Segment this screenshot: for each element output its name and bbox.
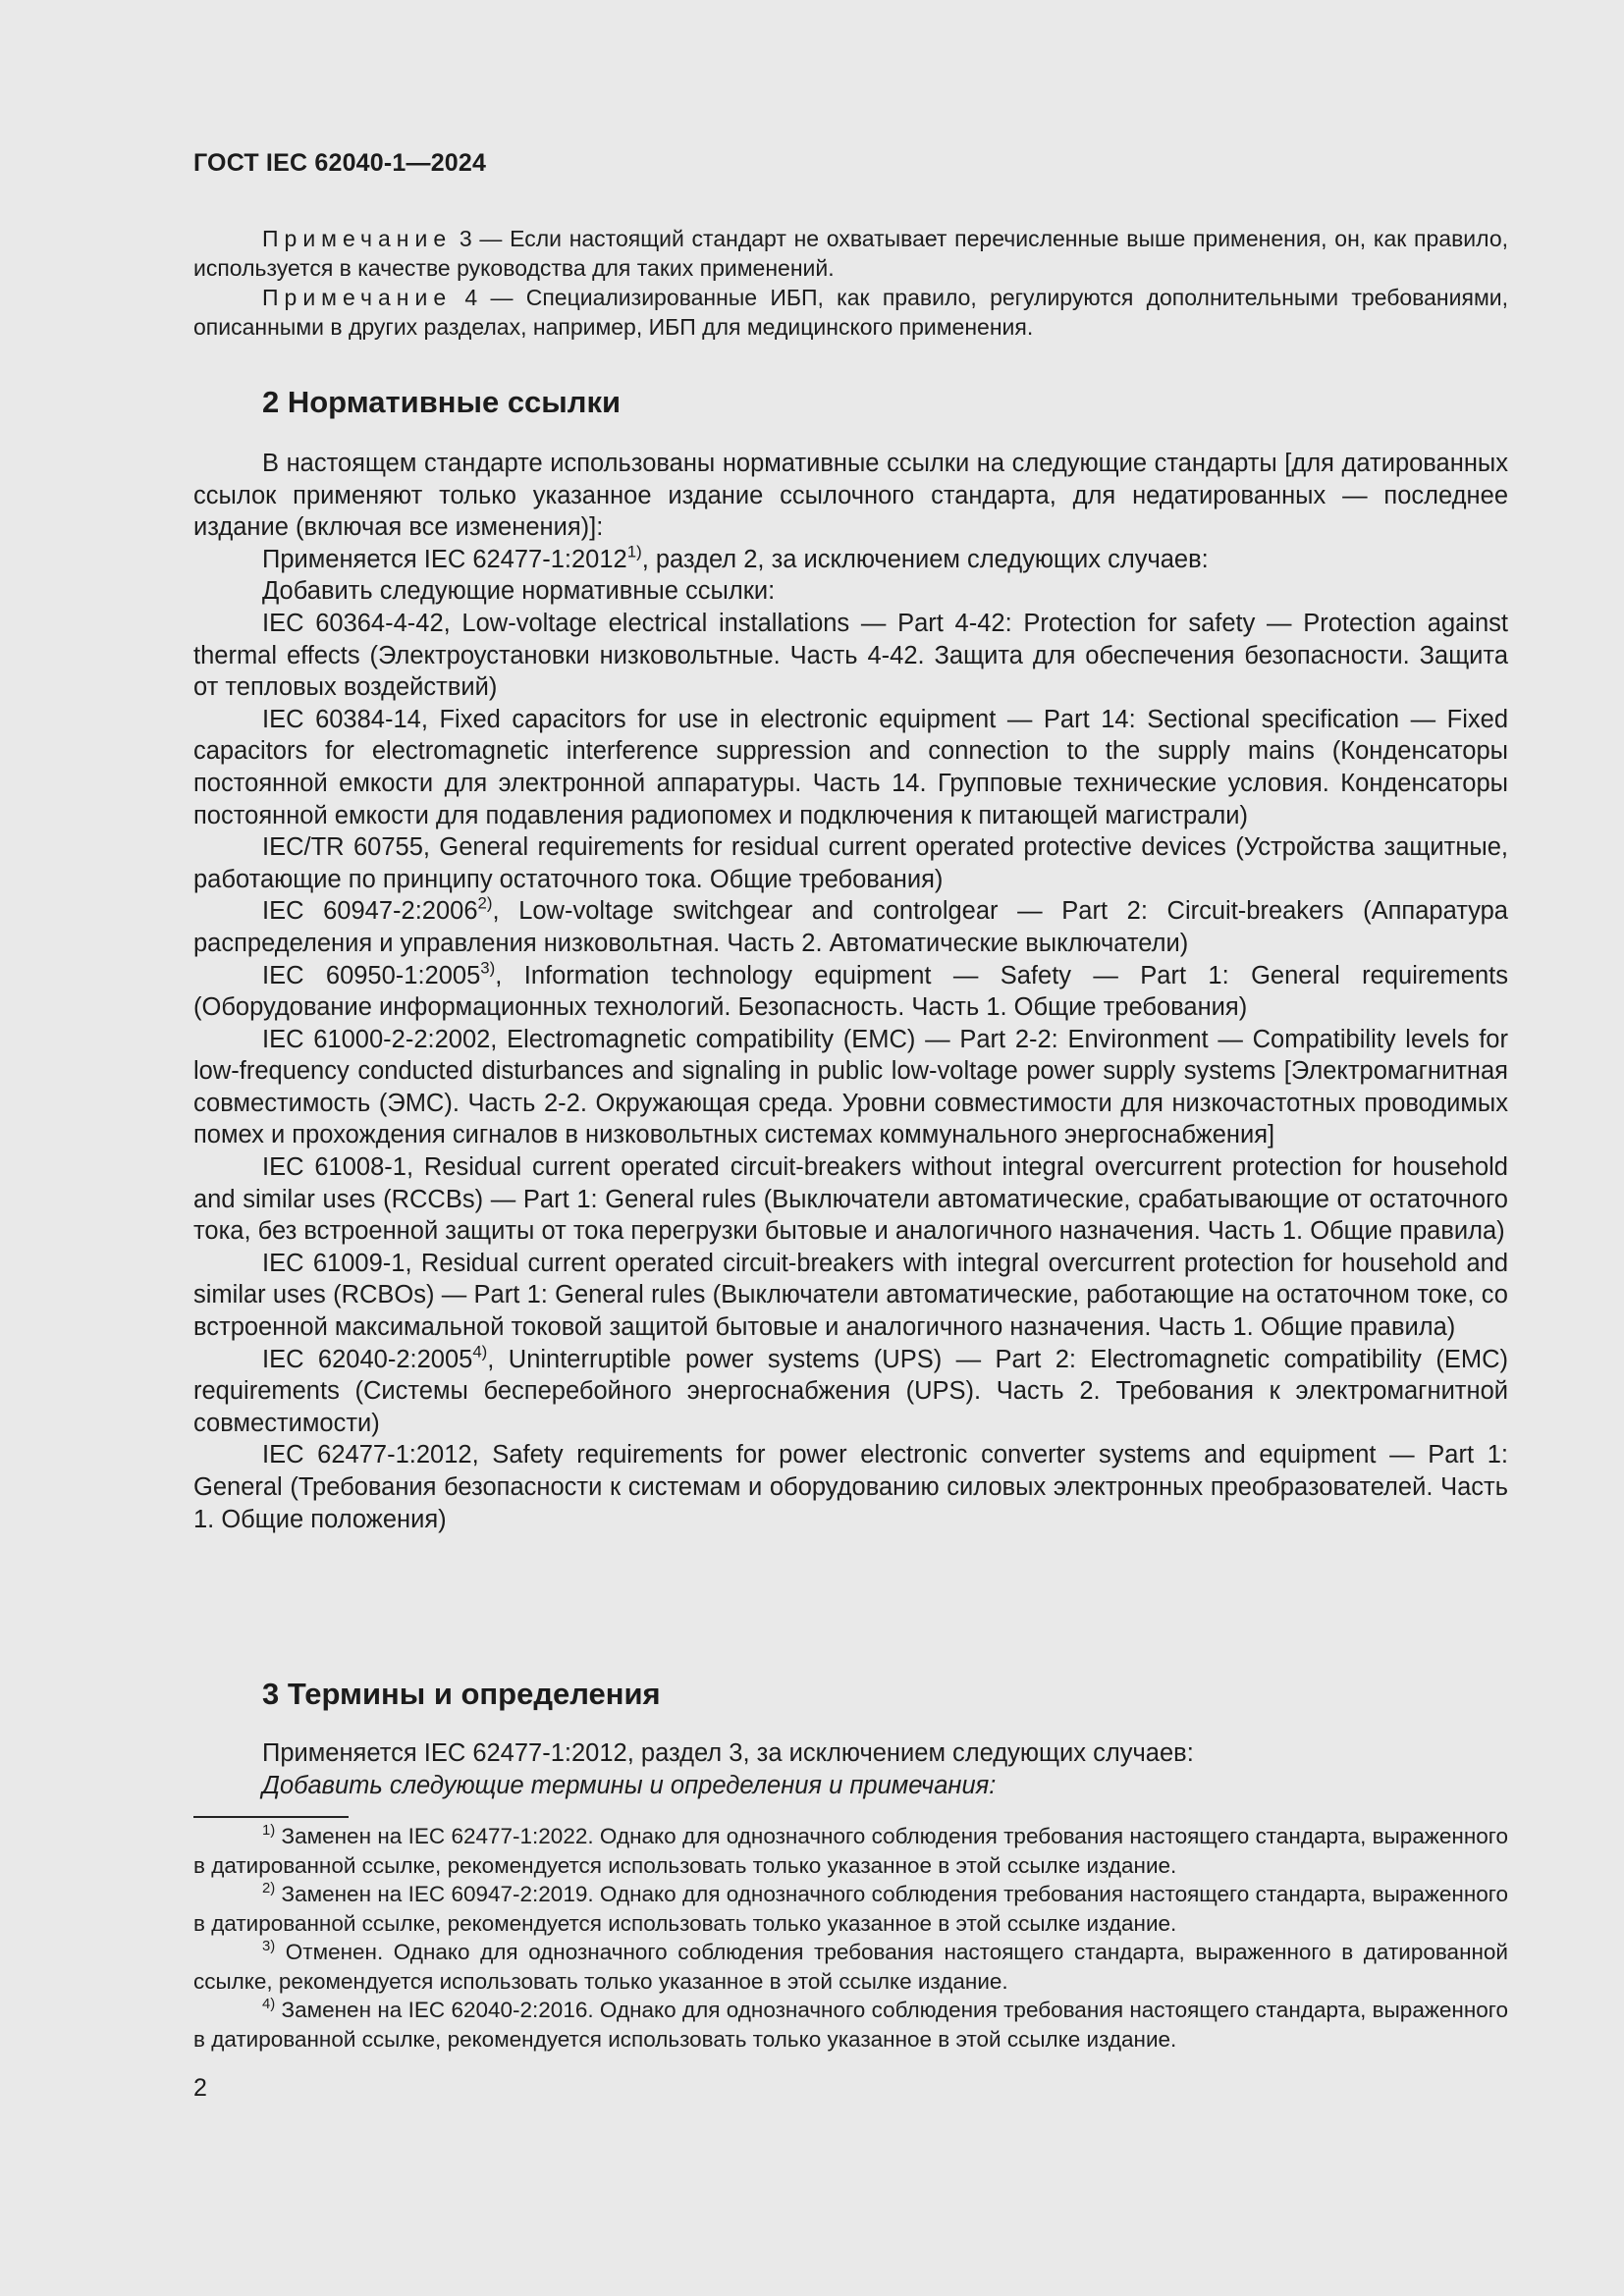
normative-ref: IEC 61000-2-2:2002, Electromagnetic compatibility (EMC) — Part 2-2: Environment — Compatibility levels for low-frequency conducted disturbances and signaling in public low-voltage power supply systems [Электромагнитная совместимость (ЭМС). Часть 2-2. Окружающая среда. Уровни совместимости для низкочастотных проводимых помех и прохождения сигналов в низковольтных системах коммунального энергоснабжения] xyxy=(193,1025,1508,1149)
footnote-ref: 4) xyxy=(472,1342,488,1362)
document-code-header: ГОСТ IEC 62040-1—2024 xyxy=(193,149,487,177)
footnote-2: $^{2)}$ Заменен на IEC 60947-2:2019. Однако для однозначного соблюдения требования настоящего стандарта, выраженного в датированной ссылке, рекомендуется использовать только указанное в этой ссылке издание. xyxy=(193,1880,1508,1936)
normative-ref: IEC 60950-1:2005$^{3)}$, Information technology equipment — Safety — Part 1: General requirements (Оборудование информационных технологий. Безопасность. Часть 1. Общие требования) xyxy=(193,958,1508,1022)
normative-ref: IEC 61009-1, Residual current operated circuit-breakers with integral overcurrent protection for household and similar uses (RCBOs) — Part 1: General rules (Выключатели автоматические, работающие на остаточном токе, со встроенной максимальной токовой защитой бытовые и аналогичного назначения. Часть 1. Общие правила) xyxy=(193,1249,1508,1342)
footnote-mark: 2) xyxy=(262,1880,276,1896)
normative-ref: IEC 62477-1:2012, Safety requirements for power electronic converter systems and equipment — Part 1: General (Требования безопасности к системам и оборудованию силовых электронных преобразователей. Часть 1. Общие положения) xyxy=(193,1441,1508,1533)
note-4 xyxy=(193,283,1508,342)
footnote-mark: 1) xyxy=(262,1822,276,1839)
normative-ref: IEC 61008-1, Residual current operated circuit-breakers without integral overcurrent protection for household and similar uses (RCCBs) — Part 1: General rules (Выключатели автоматические, срабатывающие от остаточного тока, без встроенной защиты от тока перегрузки бытовые и аналогичного назначения. Часть 1. Общие правила) xyxy=(193,1153,1508,1246)
section-2-add-refs: Добавить следующие нормативные ссылки: xyxy=(262,577,776,606)
normative-ref: IEC 62040-2:2005$^{4)}$, Uninterruptible power systems (UPS) — Part 2: Electromagnetic compatibility (EMC) requirements (Системы бесперебойного энергоснабжения (UPS). Часть 2. Требования к электромагнитной совместимости) xyxy=(193,1342,1508,1437)
footnote-ref: 1) xyxy=(626,542,642,561)
section-3-add-terms: Добавить следующие термины и определения и примечания: xyxy=(262,1771,997,1799)
note-label: Примечание xyxy=(262,226,453,251)
footnote-mark: 4) xyxy=(262,1996,276,2012)
footnotes xyxy=(193,1822,1508,2054)
section-2-applies: Применяется IEC 62477-1:2012$^{1)}$, раздел 2, за исключением следующих случаев: xyxy=(262,542,1209,573)
section-2-body xyxy=(193,448,1508,1535)
note-3 xyxy=(193,224,1508,283)
note-text: 4 — Специализированные ИБП, как правило, регулируются дополнительными требованиями, описанными в других разделах, например, ИБП для медицинского применения. xyxy=(193,285,1508,340)
footnote-4: $^{4)}$ Заменен на IEC 62040-2:2016. Однако для однозначного соблюдения требования настоящего стандарта, выраженного в датированной ссылке, рекомендуется использовать только указанное в этой ссылке издание. xyxy=(193,1996,1508,2052)
footnote-1: $^{1)}$ Заменен на IEC 62477-1:2022. Однако для однозначного соблюдения требования настоящего стандарта, выраженного в датированной ссылке, рекомендуется использовать только указанное в этой ссылке издание. xyxy=(193,1822,1508,1878)
section-3-applies: Применяется IEC 62477-1:2012, раздел 3, за исключением следующих случаев: xyxy=(262,1739,1194,1767)
normative-ref: IEC 60384-14, Fixed capacitors for use in electronic equipment — Part 14: Sectional specification — Fixed capacitors for electromagnetic interference suppression and connection to the supply mains (Конденсаторы постоянной емкости для электронной аппаратуры. Часть 14. Групповые технические условия. Конденсаторы постоянной емкости для подавления радиопомех и подключения к питающей магистрали) xyxy=(193,705,1508,829)
footnote-ref: 3) xyxy=(480,958,496,978)
note-text: 3 — Если настоящий стандарт не охватывает перечисленные выше применения, он, как правило, используется в качестве руководства для таких применений. xyxy=(193,226,1508,281)
footnote-3: $^{3)}$ Отменен. Однако для однозначного соблюдения требования настоящего стандарта, выраженного в датированной ссылке, рекомендуется использовать только указанное в этой ссылке издание. xyxy=(193,1938,1508,1994)
footnote-separator xyxy=(193,1816,349,1818)
page-number: 2 xyxy=(193,2074,207,2102)
normative-ref: IEC 60947-2:2006$^{2)}$, Low-voltage switchgear and controlgear — Part 2: Circuit-breakers (Аппаратура распределения и управления низковольтная. Часть 2. Автоматические выключатели) xyxy=(193,893,1508,957)
section-2-title: 2 Нормативные ссылки xyxy=(262,385,622,419)
notes-block xyxy=(193,224,1508,342)
normative-ref: IEC 60364-4-42, Low-voltage electrical installations — Part 4-42: Protection for safety — Protection against thermal effects (Электроустановки низковольтные. Часть 4-42. Защита для обеспечения безопасности. Защита от тепловых воздействий) xyxy=(193,609,1508,702)
section-3-title: 3 Термины и определения xyxy=(262,1677,661,1711)
note-label: Примечание xyxy=(262,285,453,310)
section-2-intro: В настоящем стандарте использованы нормативные ссылки на следующие стандарты [для датированных ссылок применяют только указанное издание ссылочного стандарта, для недатированных — последнее издание (включая все изменения)]: xyxy=(193,450,1508,542)
footnote-ref: 2) xyxy=(477,893,493,913)
normative-ref: IEC/TR 60755, General requirements for residual current operated protective devices (Устройства защитные, работающие по принципу остаточного тока. Общие требования) xyxy=(193,833,1508,893)
footnote-mark: 3) xyxy=(262,1938,276,1954)
section-3-body xyxy=(193,1737,1508,1801)
